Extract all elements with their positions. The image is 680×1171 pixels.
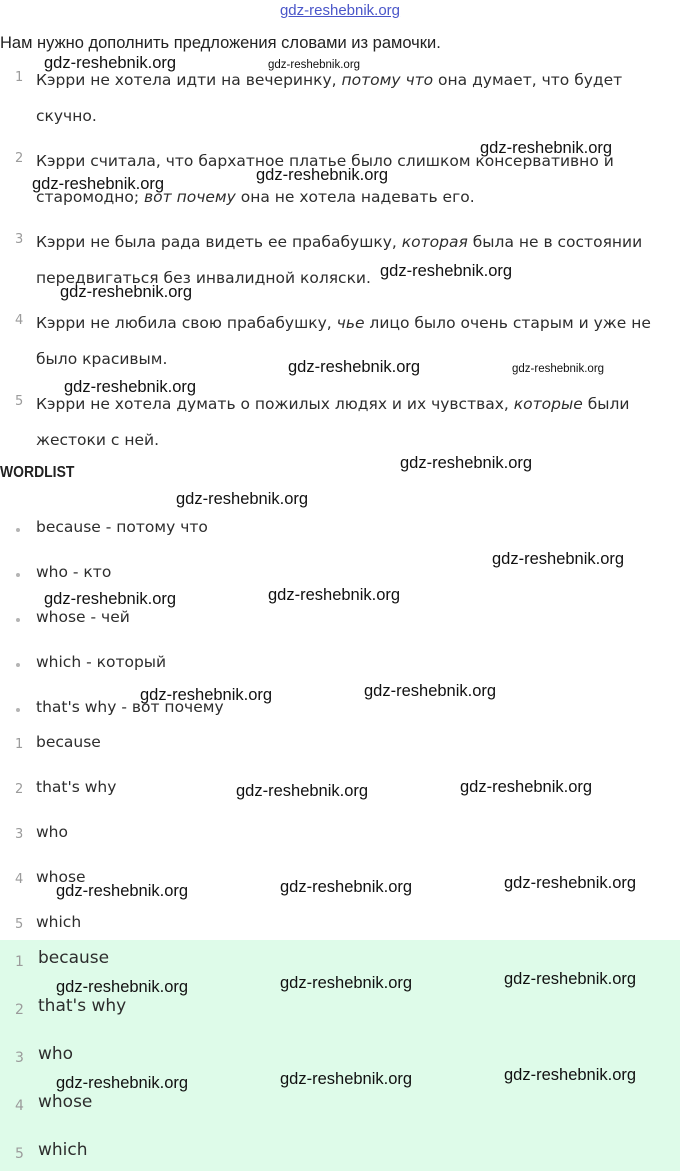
watermark: gdz-reshebnik.org: [268, 586, 401, 604]
answer-word: чье: [336, 314, 365, 332]
watermark: gdz-reshebnik.org: [280, 974, 413, 992]
sentence-text: Кэрри считала, что бархатное платье было слишком консервативно и старомодно; вот почему она не хотела надевать его.: [36, 152, 614, 206]
wordlist-item: that's why - вот почему: [0, 698, 680, 722]
highlighted-answer-item: [0, 1092, 680, 1120]
answer-number: 4: [15, 1098, 24, 1114]
answer-number: 1: [15, 737, 24, 752]
answer-number: 5: [15, 917, 24, 932]
watermark: gdz-reshebnik.org: [236, 782, 369, 800]
highlighted-answer-block: [0, 940, 680, 1171]
sentence-text: Кэрри не была рада видеть ее прабабушку, которая была не в состоянии передвигаться без инвалидной коляски.: [36, 233, 643, 287]
wordlist-item: which - который: [0, 653, 680, 677]
sentence-number: 5: [15, 394, 24, 409]
answer-label: who: [36, 823, 68, 841]
watermark: gdz-reshebnik.org: [512, 363, 605, 375]
answer-number: 2: [15, 1002, 24, 1018]
answer-word: вот почему: [144, 188, 236, 206]
watermark: gdz-reshebnik.org: [380, 262, 513, 280]
watermark: gdz-reshebnik.org: [64, 378, 197, 396]
watermark: gdz-reshebnik.org: [504, 970, 637, 988]
watermark: gdz-reshebnik.org: [400, 454, 533, 472]
watermark: gdz-reshebnik.org: [56, 978, 189, 996]
answer-label: which: [36, 913, 82, 931]
wordlist-item: who - кто: [0, 563, 680, 587]
sentence-text: Кэрри не хотела думать о пожилых людях и их чувствах, которые были жестоки с ней.: [36, 395, 630, 449]
answer-number: 3: [15, 1050, 24, 1066]
watermark: gdz-reshebnik.org: [44, 590, 177, 608]
watermark: gdz-reshebnik.org: [56, 882, 189, 900]
answer-label: that's why: [38, 996, 127, 1016]
highlighted-answer-item: [0, 948, 680, 976]
watermark: gdz-reshebnik.org: [364, 682, 497, 700]
bullet-icon: [16, 618, 20, 622]
answer-number: 1: [15, 954, 24, 970]
watermark: gdz-reshebnik.org: [504, 874, 637, 892]
highlighted-answer-item: [0, 1044, 680, 1072]
answer-label: which: [38, 1140, 88, 1160]
answer-number: 2: [15, 782, 24, 797]
answer-number: 4: [15, 872, 24, 887]
answer-word: которые: [513, 395, 583, 413]
answer-label: that's why: [36, 778, 117, 796]
watermark: gdz-reshebnik.org: [480, 139, 613, 157]
watermark: gdz-reshebnik.org: [492, 550, 625, 568]
answer-word: потому что: [341, 71, 434, 89]
sentence-text: Кэрри не любила свою прабабушку, чье лицо было очень старым и уже не было красивым.: [36, 314, 651, 368]
sentence-number: 3: [15, 232, 24, 247]
answer-item: [0, 868, 680, 892]
task-instruction: Нам нужно дополнить предложения словами из рамочки.: [0, 34, 441, 52]
watermark: gdz-reshebnik.org: [176, 490, 309, 508]
answer-item: [0, 823, 680, 847]
answer-number: 3: [15, 827, 24, 842]
watermark: gdz-reshebnik.org: [256, 166, 389, 184]
sentence-number: 2: [15, 151, 24, 166]
wordlist-item: because - потому что: [0, 518, 680, 542]
watermark: gdz-reshebnik.org: [32, 175, 165, 193]
answer-item: [0, 913, 680, 937]
watermark: gdz-reshebnik.org: [268, 59, 361, 71]
sentence-text: Кэрри не хотела идти на вечеринку, потому что она думает, что будет скучно.: [36, 71, 623, 125]
answer-item: [0, 733, 680, 757]
watermark: gdz-reshebnik.org: [44, 54, 177, 72]
answer-number: 5: [15, 1146, 24, 1162]
wordlist-item: whose - чей: [0, 608, 680, 632]
watermark: gdz-reshebnik.org: [460, 778, 593, 796]
sentence-number: 1: [15, 70, 24, 85]
watermark: gdz-reshebnik.org: [140, 686, 273, 704]
bullet-icon: [16, 573, 20, 577]
answer-item: [0, 778, 680, 802]
sentence-number: 4: [15, 313, 24, 328]
bullet-icon: [16, 528, 20, 532]
answer-label: who: [38, 1044, 74, 1064]
highlighted-answer-item: [0, 1140, 680, 1168]
watermark: gdz-reshebnik.org: [504, 1066, 637, 1084]
answer-word: которая: [401, 233, 468, 251]
answer-label: because: [38, 948, 110, 968]
bullet-icon: [16, 708, 20, 712]
watermark: gdz-reshebnik.org: [60, 283, 193, 301]
watermark: gdz-reshebnik.org: [280, 878, 413, 896]
answer-label: because: [36, 733, 101, 751]
watermark: gdz-reshebnik.org: [280, 1070, 413, 1088]
site-link[interactable]: gdz-reshebnik.org: [279, 2, 401, 19]
answer-label: whose: [36, 868, 86, 886]
watermark: gdz-reshebnik.org: [288, 358, 421, 376]
watermark: gdz-reshebnik.org: [56, 1074, 189, 1092]
answer-label: whose: [38, 1092, 93, 1112]
wordlist-heading: WORDLIST: [0, 464, 75, 481]
bullet-icon: [16, 663, 20, 667]
highlighted-answer-item: [0, 996, 680, 1024]
